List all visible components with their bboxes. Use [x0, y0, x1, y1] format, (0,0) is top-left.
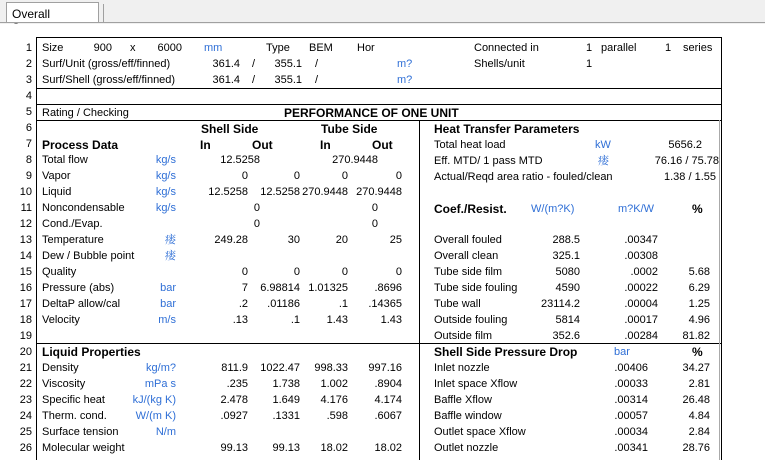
mtd-unit: 瘘: [598, 155, 609, 167]
type-value: BEM: [309, 42, 333, 54]
shell-out-value: 1.649: [272, 394, 300, 406]
row-number: 18: [19, 314, 32, 326]
summary-sheet: [0, 24, 765, 460]
pdrop-row-pct: 4.84: [688, 410, 710, 422]
pdrop-row-value: .00341: [614, 442, 648, 454]
liquid-row-unit: W/(m K): [135, 410, 176, 422]
tab-overall-summary[interactable]: Overall: [6, 2, 99, 23]
size-b: 6000: [157, 42, 182, 54]
tab-divider: [103, 4, 104, 22]
size-a: 900: [93, 42, 112, 54]
row-number: 25: [19, 426, 32, 438]
shell-in-header: In: [200, 138, 211, 152]
shell-out-value: .01186: [267, 298, 300, 310]
shell-in-value: 99.13: [220, 442, 248, 454]
pdrop-row-label: Inlet nozzle: [434, 362, 490, 374]
surf-unit-label: Surf/Unit (gross/eff/finned): [42, 58, 171, 70]
row-number: 20: [19, 346, 32, 358]
shells-label: Shells/unit: [474, 58, 525, 70]
tube-in-value: 1.01325: [308, 282, 348, 294]
coef-row-label: Outside film: [434, 330, 493, 342]
row-number: 19: [19, 330, 32, 342]
process-row-unit: [140, 216, 176, 232]
size-x: x: [130, 42, 136, 54]
divider-row4: [36, 88, 722, 89]
surf-unit-eff: 355.1: [274, 58, 302, 70]
size-unit: mm: [204, 42, 223, 54]
tube-out-value: 270.9448: [356, 186, 402, 198]
shell-out-value: 0: [293, 170, 300, 182]
coef-row-w: 325.1: [552, 250, 580, 262]
connected-number: 1: [586, 42, 593, 54]
row-number: 14: [19, 250, 32, 262]
surf-shell-slash-2: /: [315, 74, 319, 86]
liquid-row-unit: kJ/(kg K): [132, 394, 176, 406]
coef-row-pct: 5.68: [688, 266, 710, 278]
coef-row-pct: [670, 232, 710, 248]
coef-row-pct: 4.96: [688, 314, 710, 326]
process-row-label: Vapor: [42, 170, 71, 182]
process-row-unit: kg/s: [155, 154, 176, 166]
mtd-value: 76.16 / 75.78: [654, 155, 719, 167]
shell-in-value: .2: [238, 298, 248, 310]
connected-label: Connected in: [474, 42, 539, 54]
row-number: 2: [25, 58, 32, 70]
tab-bar: [0, 0, 765, 24]
heat-load-value: 5656.2: [668, 139, 702, 151]
row-number: 13: [19, 234, 32, 246]
row-number: 22: [19, 378, 32, 390]
performance-title: PERFORMANCE OF ONE UNIT: [284, 106, 459, 120]
coef-row-r: .00308: [624, 250, 658, 262]
shell-in-value: 12.5258: [208, 186, 248, 198]
tube-out-value: 4.174: [374, 394, 402, 406]
liquid-row-label: Surface tension: [42, 426, 119, 438]
tube-out-value: 0: [395, 170, 402, 182]
coef-row-r: .0002: [630, 266, 658, 278]
shell-out-value: .1: [290, 314, 300, 326]
shells-value: 1: [586, 58, 593, 70]
pdrop-row-pct: 2.81: [688, 378, 710, 390]
row-number: 11: [20, 202, 32, 214]
tube-in-value: 0: [341, 170, 348, 182]
liquid-row-unit: kg/m?: [146, 362, 176, 374]
surf-shell-unit: m?: [397, 74, 413, 86]
surf-shell-label: Surf/Shell (gross/eff/finned): [42, 74, 176, 86]
shell-in-value: 0: [241, 266, 248, 278]
row-number: 12: [19, 218, 32, 230]
liquid-properties-title: Liquid Properties: [42, 345, 141, 359]
coef-unit-pct: %: [692, 202, 703, 216]
orientation: Hor: [357, 42, 375, 54]
process-row-unit: 瘘: [165, 250, 176, 262]
process-row-label: Temperature: [42, 234, 104, 246]
shell-in-value: .13: [232, 314, 248, 326]
surf-unit-slash-1: /: [252, 58, 256, 70]
shell-value: 12.5258: [220, 154, 260, 166]
pdrop-row-value: .00057: [614, 410, 648, 422]
tube-in-value: 18.02: [320, 442, 348, 454]
series-number: 1: [665, 42, 672, 54]
pdrop-row-pct: 34.27: [682, 362, 710, 374]
tube-in-value: .1: [338, 298, 348, 310]
process-row-label: Quality: [42, 266, 77, 278]
liquid-row-label: Therm. cond.: [42, 410, 107, 422]
heat-transfer-title: Heat Transfer Parameters: [434, 122, 580, 136]
liquid-row-label: Specific heat: [42, 394, 105, 406]
tube-out-value: .6067: [374, 410, 402, 422]
shell-out-value: 6.98814: [260, 282, 300, 294]
tube-out-value: 25: [389, 234, 402, 246]
coef-row-label: Overall fouled: [434, 234, 502, 246]
shell-in-value: .235: [226, 378, 248, 390]
surf-unit-unit: m?: [397, 58, 413, 70]
pdrop-row-value: .00314: [614, 394, 648, 406]
tube-side-header: Tube Side: [321, 122, 378, 136]
tube-out-value: 997.16: [368, 362, 402, 374]
process-row-label: Velocity: [42, 314, 80, 326]
shell-side-header: Shell Side: [201, 122, 259, 136]
row-number: 9: [25, 170, 32, 182]
tube-out-header: Out: [372, 138, 393, 152]
liquid-row-label: Density: [42, 362, 79, 374]
shell-out-value: .1331: [272, 410, 300, 422]
right-edge: [719, 120, 720, 460]
process-row-unit: kg/s: [155, 186, 176, 198]
area-ratio-value: 1.38 / 1.55: [664, 171, 716, 183]
pdrop-row-value: .00034: [614, 426, 648, 438]
series-label: series: [683, 42, 713, 54]
tube-in-value: .598: [326, 410, 348, 422]
shell-in-value: 249.28: [214, 234, 248, 246]
row-number: 21: [19, 362, 32, 374]
coef-unit-r: m?K/W: [618, 203, 655, 215]
row-number: 1: [25, 42, 32, 54]
pdrop-row-pct: 2.84: [688, 426, 710, 438]
row-number: 24: [19, 410, 32, 422]
coef-row-w: 352.6: [552, 330, 580, 342]
row-number: 26: [19, 442, 32, 454]
pdrop-row-label: Baffle Xflow: [434, 394, 492, 406]
coef-row-r: .00017: [624, 314, 658, 326]
process-row-label: Pressure (abs): [42, 282, 115, 294]
coef-row-w: 23114.2: [541, 298, 580, 310]
shell-out-value: 12.5258: [260, 186, 300, 198]
tube-out-value: .8904: [374, 378, 402, 390]
heat-load-unit: kW: [595, 139, 611, 151]
coef-row-w: 4590: [555, 282, 580, 294]
coef-row-pct: [670, 248, 710, 264]
coef-row-r: .00347: [624, 234, 658, 246]
tube-out-value: 18.02: [374, 442, 402, 454]
pressure-drop-pct: %: [692, 345, 703, 359]
area-ratio-label: Actual/Reqd area ratio - fouled/clean: [434, 171, 613, 183]
process-row-label: Cond./Evap.: [42, 218, 103, 230]
pdrop-row-value: .00033: [614, 378, 648, 390]
parallel-label: parallel: [601, 42, 637, 54]
tube-out-value: .8696: [374, 282, 402, 294]
shell-value: 0: [253, 202, 260, 214]
surf-unit-gross: 361.4: [212, 58, 240, 70]
coef-row-label: Tube side film: [434, 266, 503, 278]
surf-shell-slash-1: /: [252, 74, 256, 86]
liquid-row-label: Molecular weight: [42, 442, 125, 454]
process-row-unit: 瘘: [165, 234, 176, 246]
pdrop-row-label: Outlet nozzle: [434, 442, 499, 454]
tube-in-value: 0: [341, 266, 348, 278]
row-number: 15: [19, 266, 32, 278]
tube-in-value: 4.176: [320, 394, 348, 406]
tube-out-value: 0: [395, 266, 402, 278]
shell-value: 0: [253, 218, 260, 230]
liquid-row-unit: mPa s: [144, 378, 176, 390]
process-row-unit: m/s: [158, 314, 176, 326]
coef-row-pct: 6.29: [688, 282, 710, 294]
process-row-unit: bar: [160, 298, 176, 310]
process-row-label: Total flow: [42, 154, 88, 166]
coef-title: Coef./Resist.: [434, 202, 507, 216]
tube-in-value: 20: [335, 234, 348, 246]
process-row-unit: bar: [160, 282, 176, 294]
process-row-label: Dew / Bubble point: [42, 250, 135, 262]
surf-shell-gross: 361.4: [212, 74, 240, 86]
process-row-unit: kg/s: [155, 202, 176, 214]
row-number: 8: [25, 154, 32, 166]
coef-row-label: Tube side fouling: [434, 282, 518, 294]
tube-out-value: .14365: [368, 298, 402, 310]
tube-out-value: 1.43: [380, 314, 402, 326]
row-number: 16: [19, 282, 32, 294]
tube-in-value: 1.43: [326, 314, 348, 326]
pressure-drop-title: Shell Side Pressure Drop: [434, 345, 578, 359]
surf-unit-slash-2: /: [315, 58, 319, 70]
process-row-label: Noncondensable: [42, 202, 125, 214]
type-label: Type: [266, 42, 290, 54]
pdrop-row-value: .00406: [614, 362, 648, 374]
shell-in-value: .0927: [220, 410, 248, 422]
tube-in-value: 1.002: [320, 378, 348, 390]
coef-row-label: Outside fouling: [434, 314, 508, 326]
row-number: 4: [25, 90, 32, 102]
mtd-label: Eff. MTD/ 1 pass MTD: [434, 155, 543, 167]
liquid-row-unit: N/m: [155, 426, 176, 438]
shell-out-value: 1022.47: [260, 362, 300, 374]
heat-load-label: Total heat load: [434, 139, 506, 151]
liquid-row-label: Viscosity: [42, 378, 86, 390]
pdrop-row-pct: 28.76: [682, 442, 710, 454]
pressure-drop-unit: bar: [614, 346, 630, 358]
process-row-unit: kg/s: [155, 170, 176, 182]
shell-in-value: 0: [241, 170, 248, 182]
row-number: 5: [25, 106, 32, 118]
tube-value: 270.9448: [332, 154, 378, 166]
row-number: 23: [19, 394, 32, 406]
coef-row-pct: 1.25: [688, 298, 710, 310]
pdrop-row-label: Outlet space Xflow: [434, 426, 526, 438]
coef-row-label: Tube wall: [434, 298, 481, 310]
row-number: 10: [19, 186, 32, 198]
coef-unit-w: W/(m?K): [531, 203, 575, 215]
tube-in-header: In: [320, 138, 331, 152]
row-number: 6: [25, 122, 32, 134]
shell-in-value: 2.478: [220, 394, 248, 406]
coef-row-r: .00022: [624, 282, 658, 294]
pdrop-row-pct: 26.48: [682, 394, 710, 406]
shell-out-value: 99.13: [272, 442, 300, 454]
liquid-row-unit: [118, 440, 176, 456]
row-number: 3: [25, 74, 32, 86]
shell-out-value: 1.738: [272, 378, 300, 390]
shell-out-value: 30: [287, 234, 300, 246]
column-divider: [419, 120, 420, 460]
shell-in-value: 7: [241, 282, 248, 294]
coef-row-w: 288.5: [552, 234, 580, 246]
coef-row-w: 5080: [555, 266, 580, 278]
coef-row-pct: 81.82: [682, 330, 710, 342]
surf-shell-eff: 355.1: [274, 74, 302, 86]
tube-value: 0: [371, 218, 378, 230]
coef-row-label: Overall clean: [434, 250, 499, 262]
tab-bar-border: [0, 22, 765, 23]
shell-out-value: 0: [293, 266, 300, 278]
pdrop-row-label: Inlet space Xflow: [434, 378, 518, 390]
shell-in-value: 811.9: [221, 362, 248, 374]
row-number: 17: [19, 298, 32, 310]
coef-row-r: .00284: [624, 330, 658, 342]
process-row-label: DeltaP allow/cal: [42, 298, 121, 310]
coef-row-w: 5814: [555, 314, 580, 326]
process-data-title: Process Data: [42, 138, 119, 152]
tube-value: 0: [371, 202, 378, 214]
process-row-unit: [140, 264, 176, 280]
row-number: 7: [25, 138, 32, 150]
process-row-label: Liquid: [42, 186, 72, 198]
coef-row-r: .00004: [624, 298, 658, 310]
rating-label: Rating / Checking: [42, 107, 129, 119]
shell-out-header: Out: [252, 138, 273, 152]
tube-in-value: 270.9448: [302, 186, 348, 198]
tube-in-value: 998.33: [314, 362, 348, 374]
pdrop-row-label: Baffle window: [434, 410, 502, 422]
size-label: Size: [42, 42, 64, 54]
